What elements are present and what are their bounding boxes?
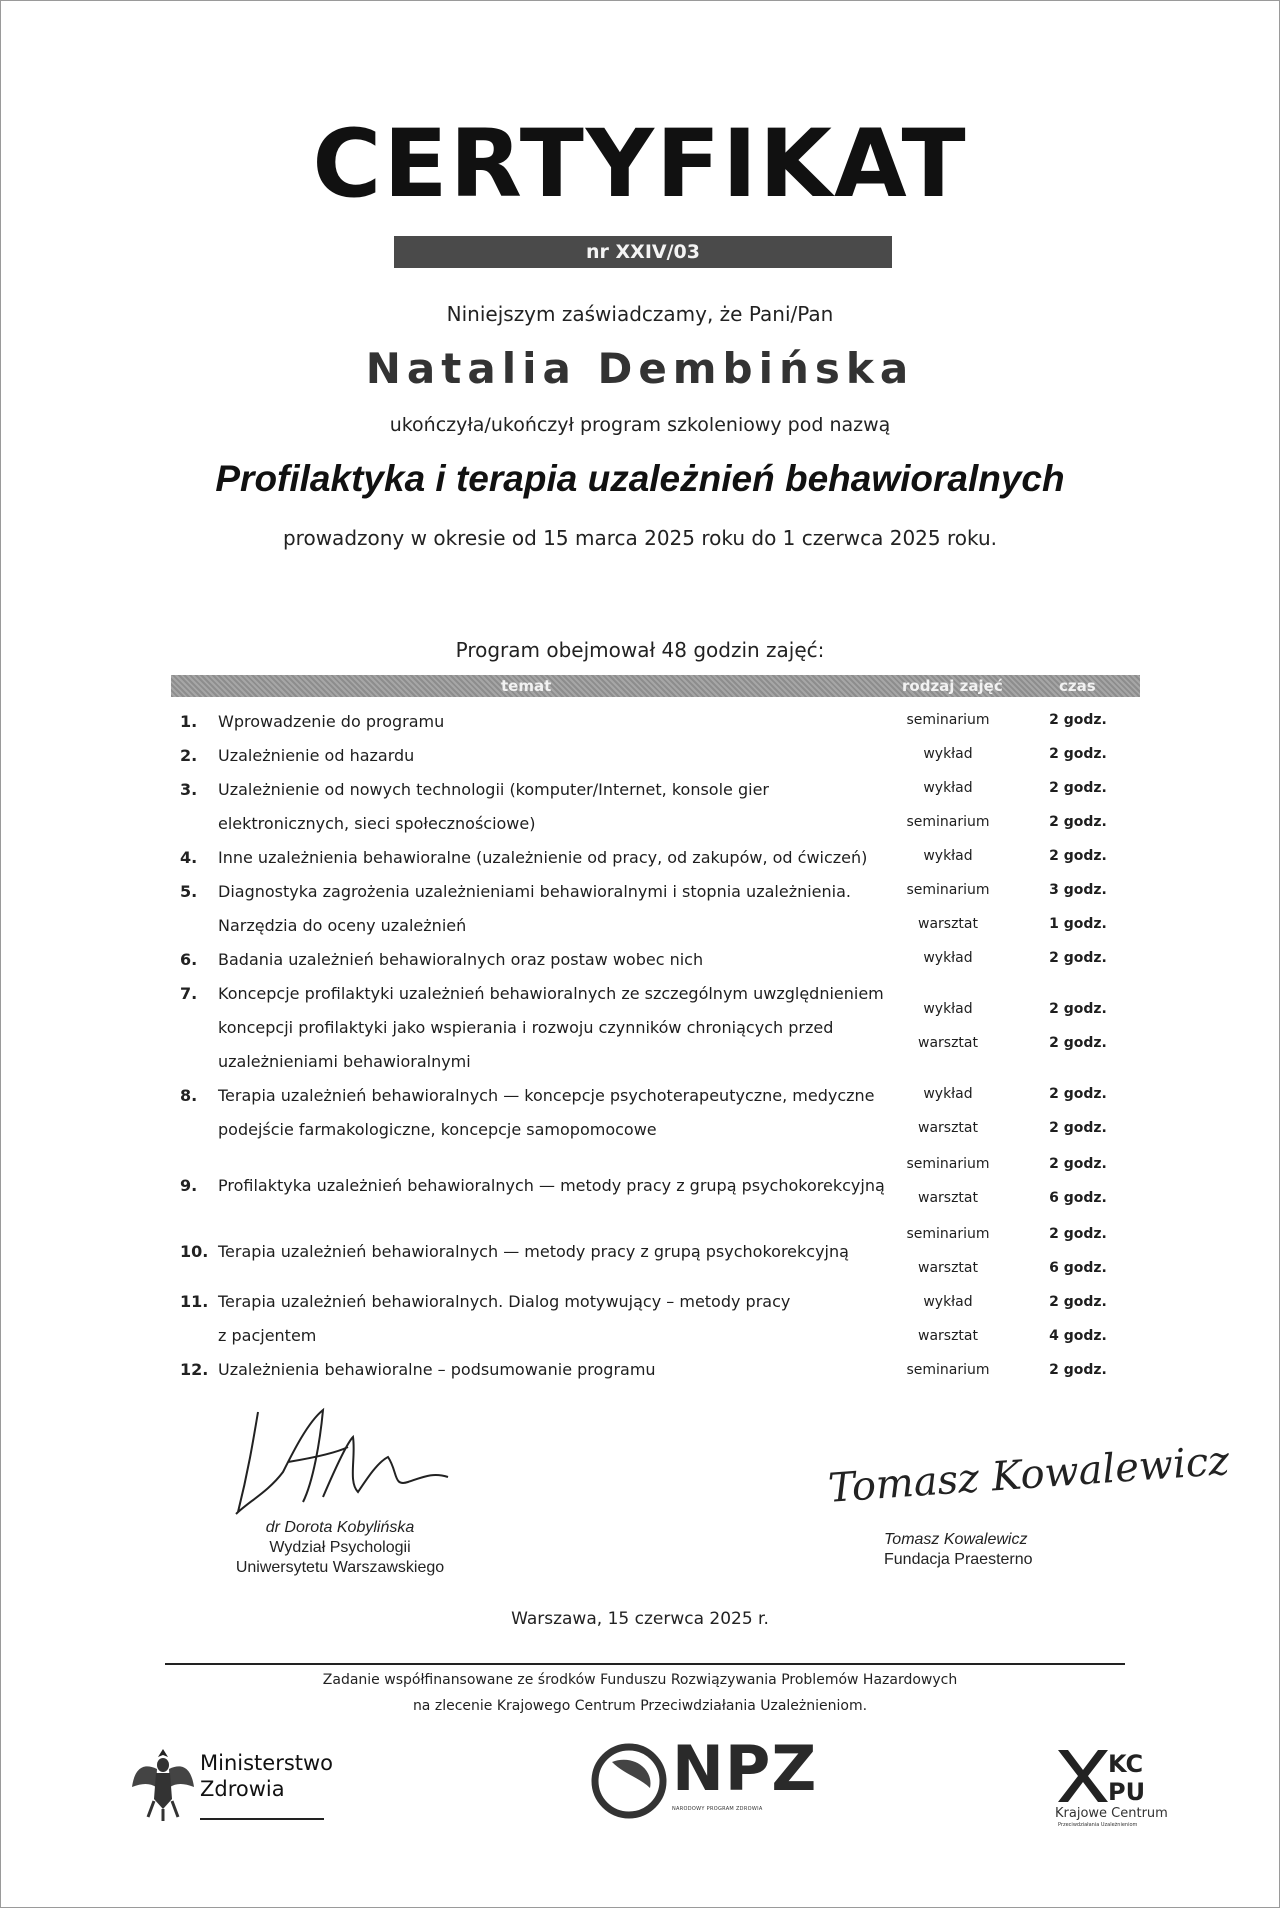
session-type: warsztat xyxy=(918,1328,978,1344)
svg-text:PU: PU xyxy=(1108,1778,1146,1806)
signature-right-handwriting: Tomasz Kowalewicz xyxy=(826,1437,1231,1512)
table-row xyxy=(0,1052,1280,1082)
row-number: 8. xyxy=(180,1086,198,1105)
place-date: Warszawa, 15 czerwca 2025 r. xyxy=(511,1609,769,1629)
session-time: 2 godz. xyxy=(1049,1001,1107,1017)
session-time: 2 godz. xyxy=(1049,1156,1107,1172)
row-topic: Uzależnienie od nowych technologii (komputer/Internet, konsole gier xyxy=(218,780,769,799)
session-time: 3 godz. xyxy=(1049,882,1107,898)
session-time: 2 godz. xyxy=(1049,712,1107,728)
session-time: 2 godz. xyxy=(1049,1362,1107,1378)
session-time: 2 godz. xyxy=(1049,1294,1107,1310)
session-type: seminarium xyxy=(906,1156,990,1172)
session-time: 2 godz. xyxy=(1049,1226,1107,1242)
session-time: 2 godz. xyxy=(1049,848,1107,864)
session-type: warsztat xyxy=(918,916,978,932)
session-type: wykład xyxy=(923,780,973,796)
session-type: seminarium xyxy=(906,712,990,728)
npz-logo-text: NPZ xyxy=(672,1732,818,1805)
row-topic: Inne uzależnienia behawioralne (uzależnienie od pracy, od zakupów, od ćwiczeń) xyxy=(218,848,868,867)
recipient-name: Natalia Dembińska xyxy=(365,344,915,393)
header-time: czas xyxy=(1059,677,1096,695)
header-topic: temat xyxy=(501,677,552,695)
session-time: 6 godz. xyxy=(1049,1260,1107,1276)
row-topic: Diagnostyka zagrożenia uzależnieniami behawioralnymi i stopnia uzależnienia. xyxy=(218,882,851,901)
row-topic: z pacjentem xyxy=(218,1326,317,1345)
npz-swirl-icon xyxy=(592,1744,666,1818)
session-type: wykład xyxy=(923,848,973,864)
row-number: 6. xyxy=(180,950,198,969)
footer-funding-line2: na zlecenie Krajowego Centrum Przeciwdziałania Uzależnieniom. xyxy=(412,1698,868,1714)
row-topic: Terapia uzależnień behawioralnych — koncepcje psychoterapeutyczne, medyczne xyxy=(218,1086,875,1105)
row-topic: Wprowadzenie do programu xyxy=(218,712,445,731)
completed-text: ukończyła/ukończył program szkoleniowy pod nazwą xyxy=(389,414,891,436)
session-type: seminarium xyxy=(906,882,990,898)
certificate-title: CERTYFIKAT xyxy=(312,110,968,219)
header-type: rodzaj zajęć xyxy=(902,677,1003,695)
session-type: wykład xyxy=(923,1086,973,1102)
row-topic: Profilaktyka uzależnień behawioralnych — metody pracy z grupą psychokorekcyjną xyxy=(218,1176,885,1195)
footer-funding-line1: Zadanie współfinansowane ze środków Funduszu Rozwiązywania Problemów Hazardowych xyxy=(322,1672,958,1688)
session-time: 2 godz. xyxy=(1049,1120,1107,1136)
session-type: wykład xyxy=(923,746,973,762)
ministry-line2: Zdrowia xyxy=(200,1777,285,1801)
row-topic: podejście farmakologiczne, koncepcje samopomocowe xyxy=(218,1120,657,1139)
certificate-number: nr XXIV/03 xyxy=(394,236,892,268)
session-time: 4 godz. xyxy=(1049,1328,1107,1344)
session-type: seminarium xyxy=(906,1226,990,1242)
session-type: wykład xyxy=(923,1294,973,1310)
row-topic: Terapia uzależnień behawioralnych. Dialog motywujący – metody pracy xyxy=(218,1292,791,1311)
program-title: Profilaktyka i terapia uzależnień behawioralnych xyxy=(215,458,1065,499)
row-number: 9. xyxy=(180,1176,198,1195)
signer-left-line3: Uniwersytetu Warszawskiego xyxy=(235,1559,445,1576)
kcpu-logo-icon xyxy=(1056,1746,1144,1806)
row-topic: uzależnieniami behawioralnymi xyxy=(218,1052,471,1071)
signer-left-line2: Wydział Psychologii xyxy=(269,1539,411,1556)
session-time: 6 godz. xyxy=(1049,1190,1107,1206)
row-topic: elektronicznych, sieci społecznościowe) xyxy=(218,814,536,833)
kcpu-logo-subtext2: Przeciwdziałania Uzależnieniom xyxy=(1058,1822,1138,1828)
session-time: 2 godz. xyxy=(1049,746,1107,762)
session-time: 1 godz. xyxy=(1049,916,1107,932)
session-time: 2 godz. xyxy=(1049,1086,1107,1102)
row-number: 2. xyxy=(180,746,198,765)
row-topic: Uzależnienie od hazardu xyxy=(218,746,415,765)
signature-left xyxy=(228,1402,458,1532)
session-time: 2 godz. xyxy=(1049,780,1107,796)
row-number: 11. xyxy=(180,1292,209,1311)
session-time: 2 godz. xyxy=(1049,950,1107,966)
program-period: prowadzony w okresie od 15 marca 2025 roku do 1 czerwca 2025 roku. xyxy=(282,526,998,550)
session-type: wykład xyxy=(923,1001,973,1017)
signature-left-caption xyxy=(210,1518,470,1578)
row-topic: Badania uzależnień behawioralnych oraz postaw wobec nich xyxy=(218,950,704,969)
session-type: warsztat xyxy=(918,1190,978,1206)
signature-right xyxy=(820,1434,1231,1524)
ministry-underline xyxy=(200,1818,324,1820)
session-type: warsztat xyxy=(918,1120,978,1136)
signer-right-line2: Fundacja Praesterno xyxy=(884,1551,1033,1568)
kcpu-logo-subtext: Krajowe Centrum xyxy=(1055,1806,1168,1821)
row-number: 4. xyxy=(180,848,198,867)
row-number: 5. xyxy=(180,882,198,901)
svg-text:KC: KC xyxy=(1108,1750,1144,1778)
row-topic: Koncepcje profilaktyki uzależnień behawioralnych ze szczególnym uwzględnieniem xyxy=(218,984,884,1003)
row-topic: Narzędzia do oceny uzależnień xyxy=(218,916,467,935)
session-time: 2 godz. xyxy=(1049,1035,1107,1051)
table-header xyxy=(171,675,1140,697)
row-topic: Terapia uzależnień behawioralnych — metody pracy z grupą psychokorekcyjną xyxy=(218,1242,849,1261)
ministry-eagle-icon xyxy=(130,1743,196,1823)
hours-summary: Program obejmował 48 godzin zajęć: xyxy=(455,638,825,662)
row-number: 10. xyxy=(180,1242,209,1261)
session-time: 2 godz. xyxy=(1049,814,1107,830)
row-number: 7. xyxy=(180,984,198,1003)
session-type: warsztat xyxy=(918,1035,978,1051)
signer-left-name: dr Dorota Kobylińska xyxy=(265,1519,415,1536)
footer-divider xyxy=(165,1663,1125,1665)
session-type: warsztat xyxy=(918,1260,978,1276)
row-topic: koncepcji profilaktyki jako wspierania i rozwoju czynników chroniących przed xyxy=(218,1018,834,1037)
npz-logo-subtext: NARODOWY PROGRAM ZDROWIA xyxy=(672,1806,763,1812)
ministry-line1: Ministerstwo xyxy=(200,1751,334,1775)
row-number: 3. xyxy=(180,780,198,799)
signer-right-name: Tomasz Kowalewicz xyxy=(884,1531,1028,1548)
intro-text: Niniejszym zaświadczamy, że Pani/Pan xyxy=(446,302,834,326)
session-type: seminarium xyxy=(906,814,990,830)
row-number: 1. xyxy=(180,712,198,731)
ministry-logo-text xyxy=(200,1750,333,1802)
row-number: 12. xyxy=(180,1360,209,1379)
row-topic: Uzależnienia behawioralne – podsumowanie programu xyxy=(218,1360,656,1379)
session-type: seminarium xyxy=(906,1362,990,1378)
session-type: wykład xyxy=(923,950,973,966)
signature-right-caption xyxy=(884,1530,1074,1570)
